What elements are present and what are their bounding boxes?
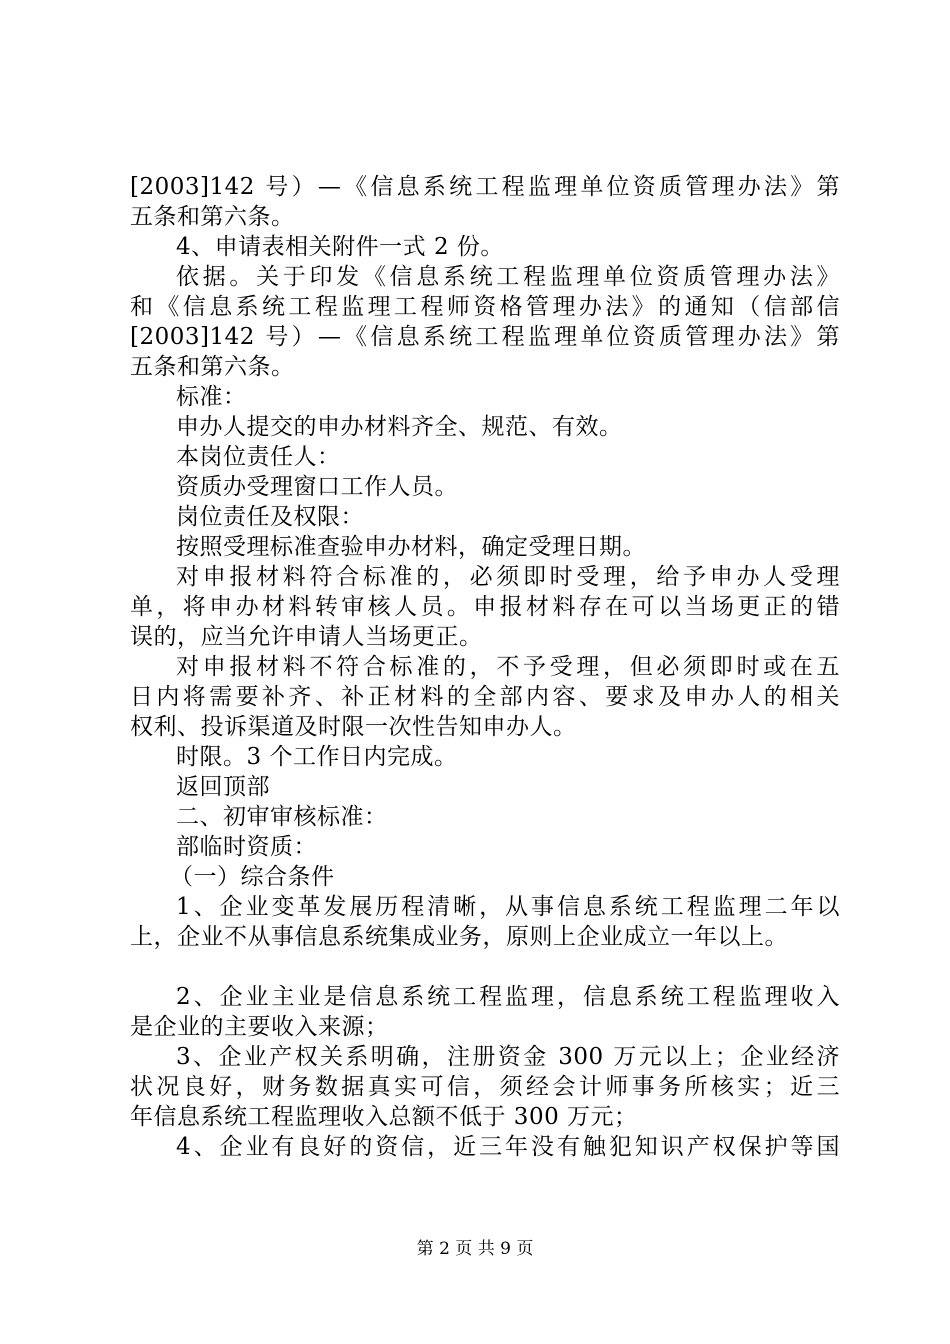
blank-line bbox=[130, 952, 840, 982]
subsection-heading: （一）综合条件 bbox=[170, 864, 335, 890]
text-line: 对申报材料符合标准的，必须即时受理，给予申办人受理 bbox=[176, 564, 840, 590]
text-line: 五条和第六条。 bbox=[130, 204, 295, 230]
text-line: 状况良好，财务数据真实可信，须经会计师事务所核实；近三 bbox=[130, 1074, 840, 1100]
text-line: 2、企业主业是信息系统工程监理，信息系统工程监理收入 bbox=[176, 984, 840, 1010]
text-line: 误的，应当允许申请人当场更正。 bbox=[130, 624, 483, 650]
text-line: 对申报材料不符合标准的，不予受理，但必须即时或在五 bbox=[176, 654, 840, 680]
back-to-top-link[interactable]: 返回顶部 bbox=[176, 774, 270, 800]
text-line: 4、申请表相关附件一式 2 份。 bbox=[176, 234, 504, 260]
text-line: 岗位责任及权限： bbox=[176, 504, 364, 530]
text-line: 4、企业有良好的资信，近三年没有触犯知识产权保护等国 bbox=[176, 1134, 840, 1160]
text-line: 五条和第六条。 bbox=[130, 354, 295, 380]
text-line: 申办人提交的申办材料齐全、规范、有效。 bbox=[176, 414, 623, 440]
text-line: 上，企业不从事信息系统集成业务，原则上企业成立一年以上。 bbox=[130, 924, 788, 950]
document-body bbox=[130, 172, 840, 1162]
text-line: 年信息系统工程监理收入总额不低于 300 万元； bbox=[130, 1104, 638, 1130]
text-line: 时限。3 个工作日内完成。 bbox=[176, 744, 458, 770]
text-line: 资质办受理窗口工作人员。 bbox=[176, 474, 458, 500]
text-line: 按照受理标准查验申办材料，确定受理日期。 bbox=[176, 534, 646, 560]
text-line: 标准： bbox=[176, 384, 247, 410]
text-line: [2003]142 号）—《信息系统工程监理单位资质管理办法》第 bbox=[130, 324, 840, 350]
text-line: 是企业的主要收入来源； bbox=[130, 1014, 389, 1040]
text-line: 部临时资质： bbox=[176, 834, 317, 860]
text-line: 日内将需要补齐、补正材料的全部内容、要求及申办人的相关 bbox=[130, 684, 840, 710]
text-line: 单，将申办材料转审核人员。申报材料存在可以当场更正的错 bbox=[130, 594, 840, 620]
text-line: [2003]142 号）—《信息系统工程监理单位资质管理办法》第 bbox=[130, 174, 840, 200]
page-footer: 第 2 页 共 9 页 bbox=[416, 1239, 534, 1259]
text-line: 和《信息系统工程监理工程师资格管理办法》的通知（信部信 bbox=[130, 294, 840, 320]
text-line: 权利、投诉渠道及时限一次性告知申办人。 bbox=[130, 714, 577, 740]
text-line: 1、企业变革发展历程清晰，从事信息系统工程监理二年以 bbox=[176, 894, 840, 920]
section-heading: 二、初审审核标准： bbox=[176, 804, 388, 830]
text-line: 3、企业产权关系明确，注册资金 300 万元以上；企业经济 bbox=[176, 1044, 840, 1070]
text-line: 本岗位责任人： bbox=[176, 444, 341, 470]
text-line: 依据。关于印发《信息系统工程监理单位资质管理办法》 bbox=[176, 264, 840, 290]
